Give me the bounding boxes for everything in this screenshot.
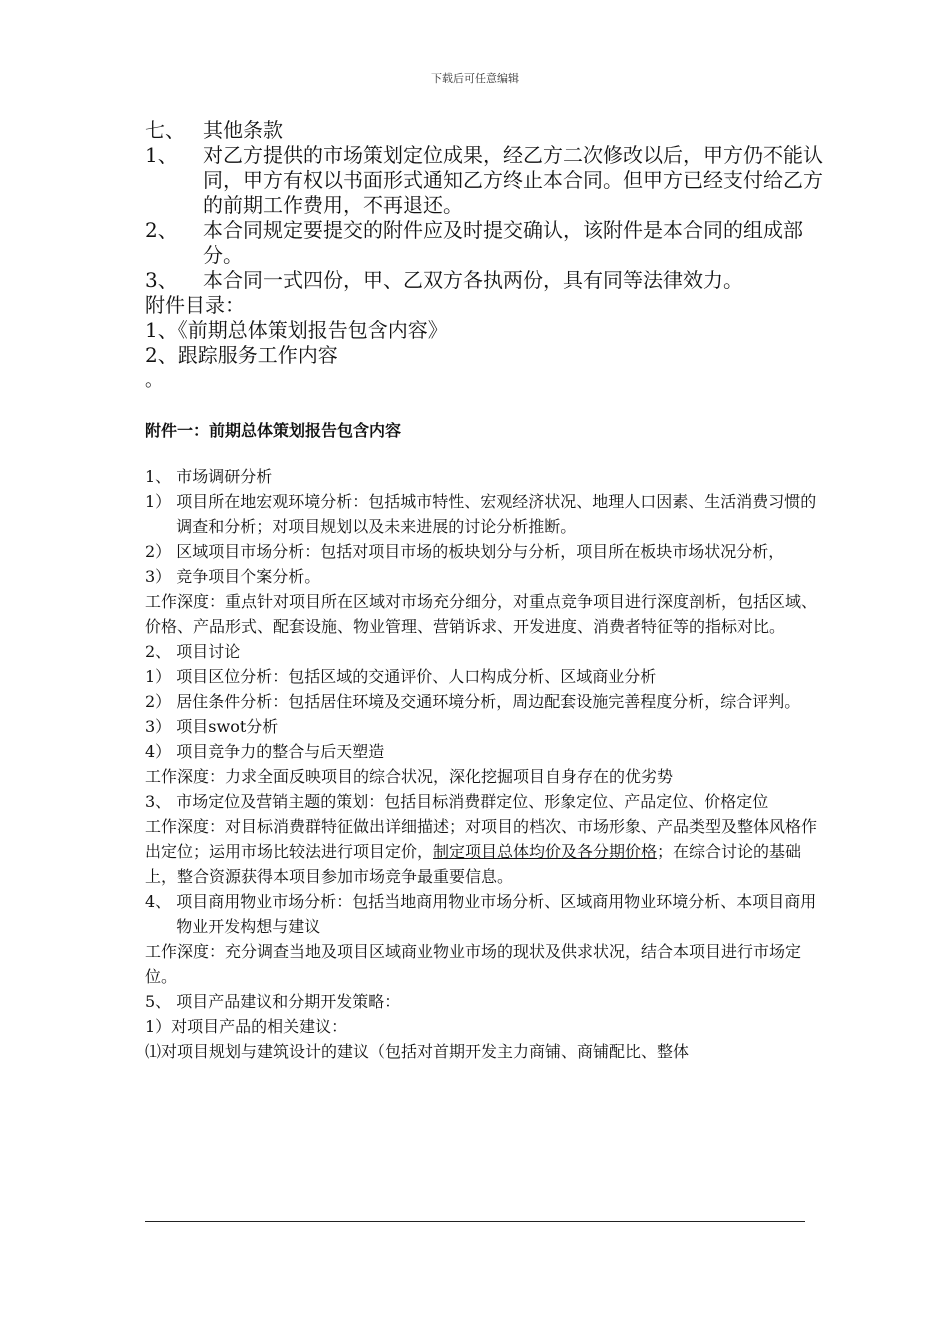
page-header: 下载后可任意编辑 [431, 72, 519, 85]
work-depth-text: 工作深度：对目标消费群特征做出详细描述；对项目的档次、市场形象、产品类型及整体风格作出定位；运用市场比较法进行项目定价， [145, 817, 818, 861]
clause-text: 本合同一式四份，甲、乙双方各执两份，具有同等法律效力。 [203, 268, 743, 292]
topic-text: 市场调研分析 [176, 467, 273, 486]
list-number: 2） [145, 542, 177, 561]
sub-item: ⑴对项目规划与建筑设计的建议（包括对首期开发主力商铺、商铺配比、整体 [145, 1042, 690, 1061]
list-item [145, 564, 825, 589]
attachment-body [145, 464, 825, 1064]
clause-text: 本合同规定要提交的附件应及时提交确认，该附件是本合同的组成部分。 [203, 218, 803, 267]
topic-title [145, 889, 825, 939]
list-text: 项目竞争力的整合与后天塑造 [176, 742, 385, 761]
list-number: 3） [145, 567, 177, 586]
list-item [145, 689, 825, 714]
topic-number: 5、 [145, 992, 177, 1011]
clause-number: 2、 [145, 218, 178, 242]
topic-title [145, 464, 825, 489]
topic-number: 1、 [145, 467, 177, 486]
topic-title [145, 639, 825, 664]
list-item [145, 664, 825, 689]
topic-number: 2、 [145, 642, 177, 661]
clause-number: 3、 [145, 268, 178, 292]
topic-text: 项目商用物业市场分析：包括当地商用物业市场分析、区域商用物业环境分析、本项目商用物业开发构想与建议 [176, 892, 817, 936]
topic-text: 项目产品建议和分期开发策略： [176, 992, 401, 1011]
clause-item [145, 143, 825, 218]
list-item [145, 489, 825, 539]
underlined-text: 制定项目总体均价及各分期价格 [433, 842, 658, 861]
clause-item [145, 218, 825, 268]
attachment-item: 2、跟踪服务工作内容 [145, 343, 338, 367]
clause-number: 1、 [145, 143, 178, 167]
trailing-mark: 。 [145, 370, 163, 391]
sub-heading: 1）对项目产品的相关建议： [145, 1017, 348, 1036]
list-text: 项目所在地宏观环境分析：包括城市特性、宏观经济状况、地理人口因素、生活消费习惯的调查和分析；对项目规划以及未来进展的讨论分析推断。 [176, 492, 817, 536]
footer-divider [145, 1221, 805, 1222]
list-number: 3） [145, 717, 177, 736]
work-depth-paragraph: 工作深度：力求全面反映项目的综合状况，深化挖掘项目自身存在的优劣势 [145, 767, 674, 786]
list-number: 2） [145, 692, 177, 711]
list-item [145, 714, 825, 739]
list-item [145, 739, 825, 764]
list-text: 居住条件分析：包括居住环境及交通环境分析，周边配套设施完善程度分析，综合评判。 [176, 692, 801, 711]
section-number: 七、 [145, 118, 185, 142]
work-depth-text: ；在综合讨论的基础上，整合资源获得本项目参加市场竞争最重要信息。 [145, 842, 802, 886]
list-number: 1） [145, 492, 177, 511]
work-depth-paragraph: 工作深度：充分调查当地及项目区域商业物业市场的现状及供求状况，结合本项目进行市场定位。 [145, 942, 802, 986]
clause-item [145, 268, 825, 293]
list-number: 1） [145, 667, 177, 686]
clause-text: 对乙方提供的市场策划定位成果，经乙方二次修改以后，甲方仍不能认同，甲方有权以书面形式通知乙方终止本合同。但甲方已经支付给乙方的前期工作费用，不再退还。 [203, 143, 823, 217]
topic-title [145, 989, 825, 1014]
topic-title [145, 789, 825, 814]
list-number: 4） [145, 742, 177, 761]
list-text: 项目swot分析 [176, 717, 279, 736]
work-depth-paragraph [145, 814, 825, 889]
work-depth-paragraph: 工作深度：重点针对项目所在区域对市场充分细分，对重点竞争项目进行深度剖析，包括区域、价格、产品形式、配套设施、物业管理、营销诉求、开发进度、消费者特征等的指标对比。 [145, 592, 818, 636]
attachment-heading: 附件一：前期总体策划报告包含内容 [145, 421, 402, 440]
list-text: 竞争项目个案分析。 [176, 567, 321, 586]
topic-text: 项目讨论 [176, 642, 241, 661]
topic-text: 市场定位及营销主题的策划：包括目标消费群定位、形象定位、产品定位、价格定位 [176, 792, 769, 811]
attachment-item: 1、《前期总体策划报告包含内容》 [145, 318, 448, 342]
other-terms-section [145, 118, 825, 392]
section-title-text: 其他条款 [203, 118, 283, 142]
attachments-title: 附件目录： [145, 293, 245, 317]
topic-number: 3、 [145, 792, 177, 811]
document-body [145, 118, 825, 1064]
list-text: 区域项目市场分析：包括对项目市场的板块划分与分析，项目所在板块市场状况分析， [176, 542, 785, 561]
list-text: 项目区位分析：包括区域的交通评价、人口构成分析、区域商业分析 [176, 667, 657, 686]
topic-number: 4、 [145, 892, 177, 911]
section-title [145, 118, 825, 143]
list-item [145, 539, 825, 564]
